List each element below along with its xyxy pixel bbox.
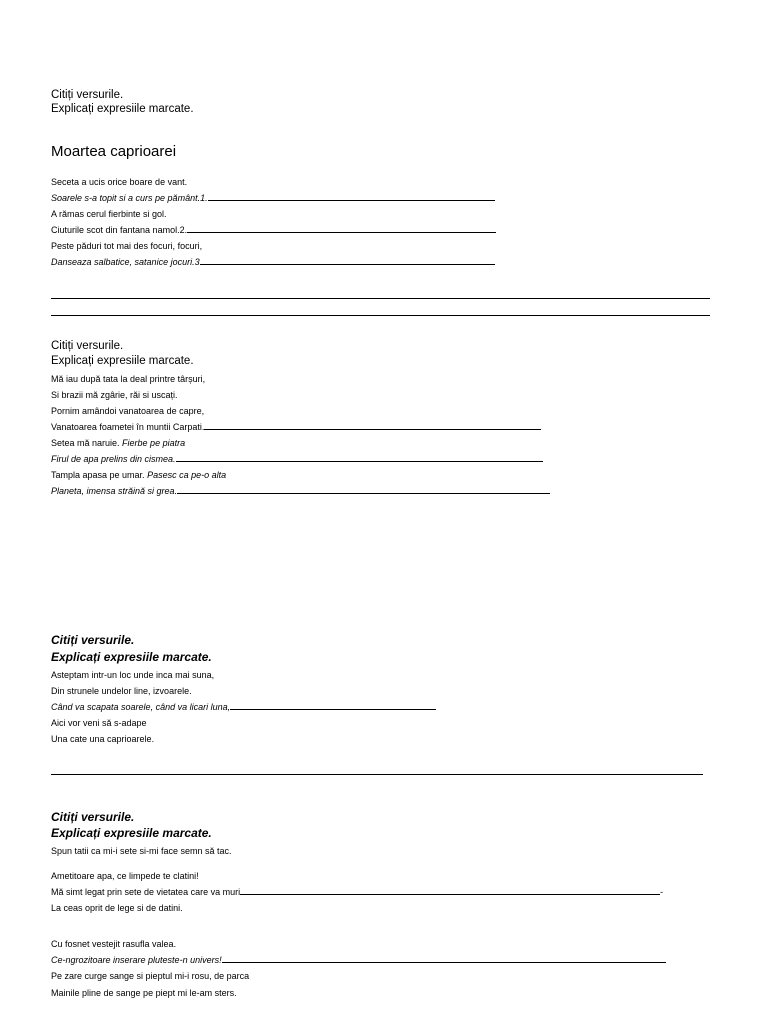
answer-blank[interactable] <box>187 231 496 233</box>
marked-expression: Fierbe pe piatra <box>122 438 186 448</box>
verse-line: Cu fosnet vestejit rasufla valea. <box>51 939 177 949</box>
verse-text: Mă simt legat prin sete de vietatea care va muri <box>51 887 241 897</box>
verse-text: Vanatoarea foametei în muntii Carpati. <box>51 422 205 432</box>
verse-line <box>51 454 543 465</box>
answer-blank[interactable] <box>204 428 541 430</box>
answer-blank[interactable] <box>240 893 660 895</box>
marked-expression: Planeta, imensa străină si grea. <box>51 486 178 496</box>
marked-expression: Pasesc ca pe-o alta <box>147 470 227 480</box>
poem-title: Moartea caprioarei <box>51 143 177 160</box>
verse-line <box>51 702 436 713</box>
answer-blank[interactable] <box>200 263 495 265</box>
answer-line[interactable] <box>51 774 703 775</box>
verse-line <box>51 955 666 966</box>
verse-line <box>51 887 663 898</box>
verse-line: La ceas oprit de lege si de datini. <box>51 903 183 913</box>
verse-line <box>51 422 541 433</box>
marked-expression: Danseaza salbatice, satanice jocuri.3 <box>51 257 200 267</box>
verse-text: Setea mă naruie. <box>51 438 123 448</box>
verse-line: Spun tatii ca mi-i sete si-mi face semn să tac. <box>51 846 232 856</box>
verse-line: Seceta a ucis orice boare de vant. <box>51 177 188 187</box>
verse-line <box>51 257 495 268</box>
instruction-explain: Explicați expresiile marcate. <box>51 103 194 115</box>
answer-line[interactable] <box>51 315 710 316</box>
marked-expression: Soarele s-a topit si a curs pe pământ.1. <box>51 193 208 203</box>
verse-text: Ciuturile scot din fantana namol.2. <box>51 225 188 235</box>
answer-blank[interactable] <box>230 708 436 710</box>
verse-line <box>51 486 550 497</box>
verse-line: Pe zare curge sange si pieptul mi-i rosu, de parca <box>51 971 250 981</box>
answer-line[interactable] <box>51 298 710 299</box>
instruction-explain: Explicați expresiile marcate. <box>51 650 212 664</box>
instruction-read: Citiți versurile. <box>51 633 135 647</box>
answer-blank[interactable] <box>176 460 543 462</box>
line-end-dash: - <box>660 887 664 897</box>
verse-line: Si brazii mă zgârie, răi si uscați. <box>51 390 178 400</box>
verse-line: Pornim amândoi vanatoarea de capre, <box>51 406 205 416</box>
answer-blank[interactable] <box>177 492 550 494</box>
verse-line <box>51 193 495 204</box>
marked-expression: Firul de apa prelins din cismea. <box>51 454 176 464</box>
verse-line: Mă iau după tata la deal printre târșuri, <box>51 374 206 384</box>
answer-blank[interactable] <box>208 199 495 201</box>
verse-text: Tampla apasa pe umar. <box>51 470 148 480</box>
verse-line <box>51 470 226 481</box>
instruction-read: Citiți versurile. <box>51 89 124 101</box>
answer-blank[interactable] <box>222 961 666 963</box>
verse-line: Asteptam intr-un loc unde inca mai suna, <box>51 670 215 680</box>
instruction-read: Citiți versurile. <box>51 340 124 352</box>
verse-line <box>51 225 496 236</box>
verse-line <box>51 438 185 449</box>
marked-expression: Când va scapata soarele, când va licari luna, <box>51 702 231 712</box>
marked-expression: Ce-ngrozitoare inserare pluteste-n univers! <box>51 955 222 965</box>
verse-line: Peste păduri tot mai des focuri, focuri, <box>51 241 203 251</box>
instruction-read: Citiți versurile. <box>51 810 135 824</box>
verse-line: Una cate una caprioarele. <box>51 734 155 744</box>
instruction-explain: Explicați expresiile marcate. <box>51 826 212 840</box>
verse-line: Ametitoare apa, ce limpede te clatini! <box>51 871 199 881</box>
verse-line: Mainile pline de sange pe piept mi le-am sters. <box>51 988 237 998</box>
verse-line: Aici vor veni să s-adape <box>51 718 147 728</box>
instruction-explain: Explicați expresiile marcate. <box>51 355 194 367</box>
verse-line: A rămas cerul fierbinte si gol. <box>51 209 167 219</box>
verse-line: Din strunele undelor line, izvoarele. <box>51 686 192 696</box>
